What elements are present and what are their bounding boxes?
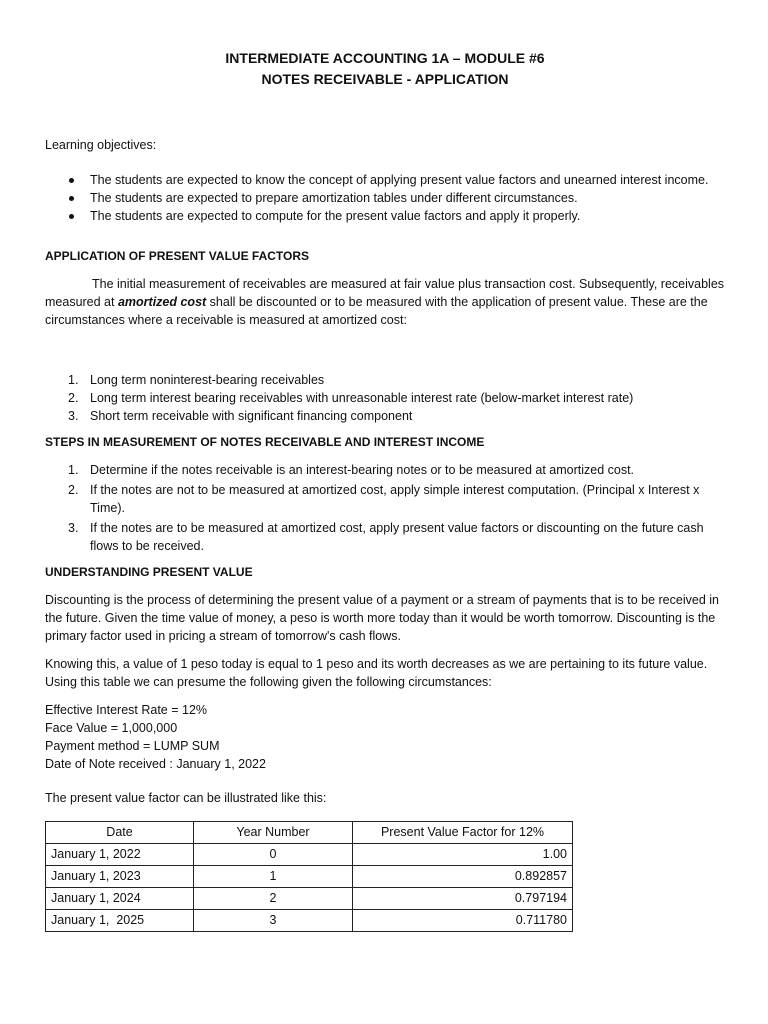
column-header: Present Value Factor for 12% <box>353 822 573 844</box>
table-row <box>46 888 573 910</box>
paragraph: Knowing this, a value of 1 peso today is equal to 1 peso and its worth decreases as we are pertaining to its future value. Using this table we can presume the following given the following circumstances: <box>45 657 708 689</box>
objectives-label: Learning objectives: <box>45 138 157 152</box>
list-item: 2. Long term interest bearing receivables with unreasonable interest rate (below-market interest rate) <box>68 391 634 405</box>
table-cell: 2 <box>194 888 353 910</box>
emphasis-text: amortized cost <box>117 295 207 309</box>
list-item: 2. If the notes are not to be measured at amortized cost, apply simple interest computation. (Principal x Interest x Time). <box>68 483 700 515</box>
table-cell: January 1, 2022 <box>46 844 194 866</box>
table-cell: 0 <box>194 844 353 866</box>
paragraph: Discounting is the process of determining the present value of a payment or a stream of payments that is to be received in the future. Given the time value of money, a peso is worth more today than it would be worth tomorrow. Discounting is the primary factor used in pricing a stream of tomorrow's cash flows. <box>45 593 719 643</box>
given-line: Effective Interest Rate = 12% <box>45 703 208 717</box>
column-header: Date <box>46 822 194 844</box>
steps-list <box>45 461 725 555</box>
table-cell: 0.711780 <box>353 910 573 932</box>
given-line: Face Value = 1,000,000 <box>45 721 178 735</box>
table-cell: January 1, 2023 <box>46 866 194 888</box>
table-intro: The present value factor can be illustrated like this: <box>45 791 327 805</box>
document-page <box>45 48 725 932</box>
objective-item: The students are expected to compute for the present value factors and apply it properly. <box>90 207 725 225</box>
table-cell: January 1, 2024 <box>46 888 194 910</box>
table-row <box>46 910 573 932</box>
table-cell: 1 <box>194 866 353 888</box>
circumstances-list <box>45 371 725 425</box>
table-row <box>46 844 573 866</box>
paragraph-text: The initial measurement of receivables are measured at fair value plus transaction cost. Subsequently, receivables measured at <box>45 277 725 309</box>
list-item: 3. If the notes are to be measured at amortized cost, apply present value factors or discounting on the future cash flows to be received. <box>68 521 704 553</box>
objectives-list <box>45 171 725 225</box>
given-values <box>45 701 725 773</box>
paragraph-text: shall be discounted or to be measured with the application of present value. These are the circumstances where a receivable is measured at amortized cost: <box>45 295 708 327</box>
list-item: 3. Short term receivable with significant financing component <box>68 409 413 423</box>
column-header: Year Number <box>194 822 353 844</box>
list-item: 1. Determine if the notes receivable is an interest-bearing notes or to be measured at amortized cost. <box>68 463 635 477</box>
table-cell: 0.797194 <box>353 888 573 910</box>
objective-item: The students are expected to prepare amortization tables under different circumstances. <box>90 189 725 207</box>
section-heading: UNDERSTANDING PRESENT VALUE <box>45 565 253 579</box>
paragraph <box>45 275 725 329</box>
section-heading: APPLICATION OF PRESENT VALUE FACTORS <box>45 249 310 263</box>
section-heading: STEPS IN MEASUREMENT OF NOTES RECEIVABLE AND INTEREST INCOME <box>45 435 485 449</box>
given-line: Payment method = LUMP SUM <box>45 739 220 753</box>
document-title: INTERMEDIATE ACCOUNTING 1A – MODULE #6 <box>225 50 545 66</box>
table-cell: January 1, 2025 <box>46 910 194 932</box>
table-row <box>46 866 573 888</box>
list-item: 1. Long term noninterest-bearing receivables <box>68 373 325 387</box>
table-cell: 3 <box>194 910 353 932</box>
table-cell: 0.892857 <box>353 866 573 888</box>
given-line: Date of Note received : January 1, 2022 <box>45 757 266 771</box>
present-value-table <box>45 821 573 932</box>
table-cell: 1.00 <box>353 844 573 866</box>
table-header-row <box>46 822 573 844</box>
document-subtitle: NOTES RECEIVABLE - APPLICATION <box>261 71 509 87</box>
objective-item: The students are expected to know the concept of applying present value factors and unearned interest income. <box>90 171 725 189</box>
